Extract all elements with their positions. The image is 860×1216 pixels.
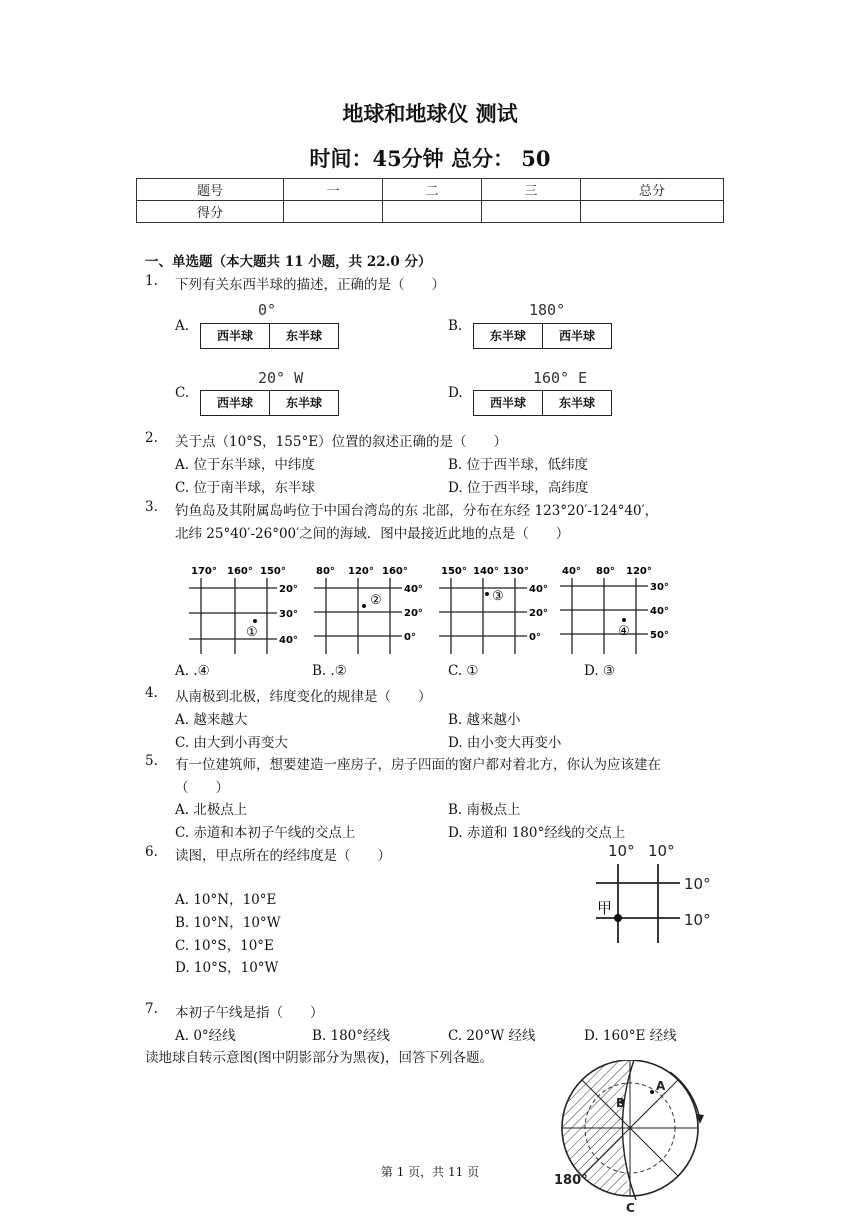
grid-right-label: 30°: [279, 609, 298, 620]
q3-grid-4: [558, 562, 678, 660]
q4-text: 从南极到北极，纬度变化的规律是（ ）: [175, 689, 432, 705]
q1-option-b-box: [473, 323, 612, 349]
grid-point: [622, 618, 626, 622]
hemisphere-label: 东半球: [269, 391, 338, 415]
table-cell: 总分: [581, 179, 724, 201]
grid-top-label: 150°: [260, 566, 286, 577]
grid-point: [485, 592, 489, 596]
q6-option-a: A. 10°N，10°E: [175, 892, 277, 908]
grid-right-label: 20°: [529, 608, 548, 619]
grid-right-label: 0°: [404, 632, 416, 643]
q7-option-a: A. 0°经线: [175, 1028, 236, 1044]
q5-text-line2: （ ）: [175, 780, 229, 796]
q3-number: 3.: [145, 499, 158, 515]
grid-right-label: 0°: [529, 632, 541, 643]
grid-top-label: 170°: [191, 566, 217, 577]
q1-option-c-degree: 20° W: [258, 369, 304, 387]
q6-number: 6.: [145, 844, 158, 860]
grid-point-label: ④: [618, 624, 630, 639]
table-cell: 三: [482, 179, 581, 201]
q5-text-line1: 有一位建筑师，想要建造一座房子，房子四面的窗户都对着北方，你认为应该建在: [175, 757, 661, 773]
q2-text: 关于点（10°S，155°E）位置的叙述正确的是（ ）: [175, 434, 508, 450]
q6-option-c: C. 10°S，10°E: [175, 938, 274, 954]
point-jia-label: 甲: [597, 899, 613, 917]
q5-option-a: A. 北极点上: [175, 802, 248, 818]
q6-option-b: B. 10°N，10°W: [175, 915, 281, 931]
table-cell: [383, 201, 482, 223]
q2-number: 2.: [145, 430, 158, 446]
q5-option-d: D. 赤道和 180°经线的交点上: [448, 825, 626, 841]
figure-label-a: A: [656, 1079, 666, 1093]
grid-top-label: 120°: [626, 566, 652, 577]
figure-top-label: 10°: [648, 842, 675, 860]
q6-option-d: D. 10°S，10°W: [175, 960, 279, 976]
grid-top-label: 80°: [596, 566, 615, 577]
q6-text: 读图，甲点所在的经纬度是（ ）: [175, 848, 391, 864]
q1-number: 1.: [145, 273, 158, 289]
section-heading: 一、单选题（本大题共 11 小题，共 22.0 分）: [145, 254, 432, 270]
q1-text: 下列有关东西半球的描述，正确的是（ ）: [175, 277, 445, 293]
q3-grid-2: [310, 562, 430, 660]
hemisphere-label: 东半球: [542, 391, 611, 415]
q3-text-line2: 北纬 25°40′-26°00′之间的海域．图中最接近此地的点是（ ）: [175, 526, 570, 542]
grid-top-label: 140°: [473, 566, 499, 577]
q4-option-d: D. 由小变大再变小: [448, 735, 562, 751]
q3-option-d: D. ③: [584, 663, 616, 679]
grid-right-label: 50°: [650, 630, 669, 641]
hemisphere-label: 西半球: [216, 396, 253, 410]
hemisphere-label: 西半球: [489, 396, 526, 410]
table-cell: [284, 201, 383, 223]
figure-meridian-label: 180°: [554, 1173, 588, 1188]
grid-right-label: 20°: [404, 608, 423, 619]
grid-point: [253, 619, 257, 623]
figure-right-label: 10°: [684, 875, 711, 893]
q2-option-a: A. 位于东半球，中纬度: [175, 457, 315, 473]
grid-point-label: ①: [246, 625, 258, 640]
table-cell: 得分: [137, 201, 284, 223]
q3-grid-3: [435, 562, 555, 660]
grid-top-label: 150°: [441, 566, 467, 577]
q3-grid-1: [185, 562, 305, 660]
q1-option-b-letter: B.: [448, 318, 463, 334]
figure-top-label: 10°: [608, 842, 635, 860]
q7-number: 7.: [145, 1001, 158, 1017]
reading-prompt: 读地球自转示意图(图中阴影部分为黑夜)，回答下列各题。: [145, 1050, 494, 1066]
q6-figure: [592, 838, 722, 950]
figure-label-b: B: [616, 1096, 626, 1110]
hemisphere-label: 西半球: [216, 329, 253, 343]
grid-point-label: ③: [492, 589, 504, 604]
q7-option-b: B. 180°经线: [312, 1028, 391, 1044]
q7-option-c: C. 20°W 经线: [448, 1028, 536, 1044]
grid-top-label: 80°: [316, 566, 335, 577]
q2-option-d: D. 位于西半球，高纬度: [448, 480, 589, 496]
q5-number: 5.: [145, 753, 158, 769]
q1-option-d-degree: 160° E: [533, 369, 588, 387]
q4-option-a: A. 越来越大: [175, 712, 248, 728]
q3-option-c: C. ①: [448, 663, 479, 679]
q1-option-a-box: [200, 323, 339, 349]
grid-top-label: 130°: [503, 566, 529, 577]
grid-top-label: 40°: [562, 566, 581, 577]
q1-option-b-degree: 180°: [529, 301, 566, 319]
figure-label-c: C: [626, 1201, 635, 1215]
point-jia-marker: [614, 914, 622, 922]
table-cell: 二: [383, 179, 482, 201]
table-cell: 题号: [137, 179, 284, 201]
grid-right-label: 40°: [404, 584, 423, 595]
q1-option-a-letter: A.: [175, 318, 190, 334]
hemisphere-label: 东半球: [489, 329, 526, 343]
grid-right-label: 40°: [650, 606, 669, 617]
q1-option-c-box: [200, 390, 339, 416]
q4-option-c: C. 由大到小再变大: [175, 735, 288, 751]
page-title: 地球和地球仪 测试: [342, 101, 518, 126]
table-cell: 一: [284, 179, 383, 201]
hemisphere-label: 西半球: [542, 324, 611, 348]
table-row: [137, 201, 724, 223]
q3-option-a: A. .④: [175, 663, 210, 679]
q1-option-d-letter: D.: [448, 385, 463, 401]
table-cell: [581, 201, 724, 223]
grid-top-label: 160°: [227, 566, 253, 577]
q3-text-line1: 钓鱼岛及其附属岛屿位于中国台湾岛的东 北部，分布在东经 123°20′-124°40′，: [175, 503, 659, 519]
hemisphere-label: 东半球: [269, 324, 338, 348]
grid-right-label: 20°: [279, 584, 298, 595]
q5-option-b: B. 南极点上: [448, 802, 521, 818]
q1-option-d-box: [473, 390, 612, 416]
grid-right-label: 30°: [650, 582, 669, 593]
grid-point-label: ②: [370, 593, 382, 608]
page-subtitle: 时间：45分钟 总分： 50: [309, 146, 551, 171]
page-footer: 第 1 页，共 11 页: [380, 1165, 480, 1179]
grid-point: [362, 604, 366, 608]
q5-option-c: C. 赤道和本初子午线的交点上: [175, 825, 356, 841]
q1-option-a-degree: 0°: [258, 301, 277, 319]
grid-top-label: 160°: [382, 566, 408, 577]
q7-option-d: D. 160°E 经线: [584, 1028, 677, 1044]
grid-right-label: 40°: [279, 635, 298, 646]
q7-text: 本初子午线是指（ ）: [175, 1005, 324, 1021]
table-cell: [482, 201, 581, 223]
grid-right-label: 40°: [529, 584, 548, 595]
q1-option-c-letter: C.: [175, 385, 190, 401]
earth-rotation-figure: [550, 1060, 710, 1216]
q3-option-b: B. .②: [312, 663, 347, 679]
q4-number: 4.: [145, 685, 158, 701]
grid-top-label: 120°: [348, 566, 374, 577]
q2-option-c: C. 位于南半球，东半球: [175, 480, 315, 496]
table-row: [137, 179, 724, 201]
figure-right-label: 10°: [684, 911, 711, 929]
q2-option-b: B. 位于西半球，低纬度: [448, 457, 589, 473]
q4-option-b: B. 越来越小: [448, 712, 521, 728]
score-table: [136, 178, 724, 223]
